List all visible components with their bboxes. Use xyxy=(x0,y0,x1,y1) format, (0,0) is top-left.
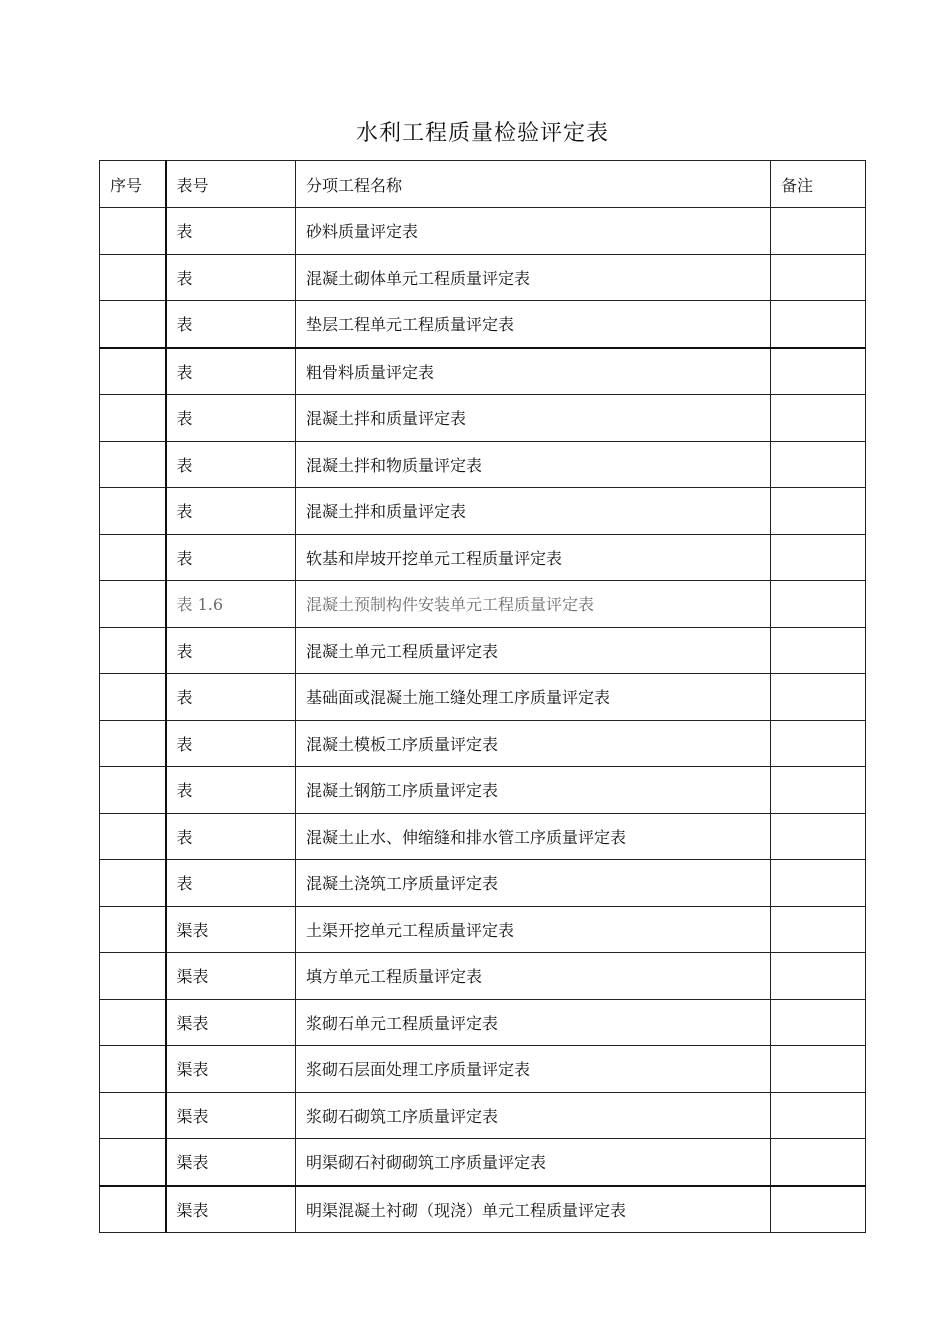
cell-seq xyxy=(100,999,166,1046)
cell-name: 填方单元工程质量评定表 xyxy=(296,953,771,1000)
cell-code: 表 xyxy=(166,488,296,535)
table-row xyxy=(100,301,866,348)
table-row xyxy=(100,720,866,767)
cell-note xyxy=(771,767,866,814)
cell-name: 混凝土拌和质量评定表 xyxy=(296,488,771,535)
cell-seq xyxy=(100,860,166,907)
cell-code: 表 xyxy=(166,534,296,581)
cell-note xyxy=(771,254,866,301)
cell-name: 砂料质量评定表 xyxy=(296,208,771,255)
table-row xyxy=(100,999,866,1046)
table-row xyxy=(100,953,866,1000)
cell-code: 渠表 xyxy=(166,1139,296,1186)
cell-name: 浆砌石单元工程质量评定表 xyxy=(296,999,771,1046)
cell-note xyxy=(771,1092,866,1139)
header-code: 表号 xyxy=(166,161,296,208)
table-row xyxy=(100,767,866,814)
cell-note xyxy=(771,906,866,953)
table-row xyxy=(100,534,866,581)
table-row xyxy=(100,441,866,488)
cell-note xyxy=(771,720,866,767)
cell-name: 基础面或混凝土施工缝处理工序质量评定表 xyxy=(296,674,771,721)
cell-code: 表 xyxy=(166,348,296,395)
cell-name: 浆砌石层面处理工序质量评定表 xyxy=(296,1046,771,1093)
table-header-row xyxy=(100,161,866,208)
cell-code: 表 xyxy=(166,860,296,907)
cell-note xyxy=(771,813,866,860)
table-row xyxy=(100,1186,866,1233)
cell-name: 混凝土模板工序质量评定表 xyxy=(296,720,771,767)
table-row xyxy=(100,813,866,860)
cell-seq xyxy=(100,720,166,767)
cell-seq xyxy=(100,1046,166,1093)
table-row xyxy=(100,581,866,628)
cell-seq xyxy=(100,674,166,721)
cell-name: 明渠砌石衬砌砌筑工序质量评定表 xyxy=(296,1139,771,1186)
cell-note xyxy=(771,581,866,628)
cell-seq xyxy=(100,395,166,442)
cell-name: 土渠开挖单元工程质量评定表 xyxy=(296,906,771,953)
cell-seq xyxy=(100,906,166,953)
evaluation-table xyxy=(99,160,866,1233)
cell-note xyxy=(771,208,866,255)
cell-name: 软基和岸坡开挖单元工程质量评定表 xyxy=(296,534,771,581)
cell-name: 混凝土浇筑工序质量评定表 xyxy=(296,860,771,907)
cell-note xyxy=(771,1186,866,1233)
cell-name: 粗骨料质量评定表 xyxy=(296,348,771,395)
cell-seq xyxy=(100,1186,166,1233)
header-name: 分项工程名称 xyxy=(296,161,771,208)
header-note: 备注 xyxy=(771,161,866,208)
cell-seq xyxy=(100,441,166,488)
table-row xyxy=(100,627,866,674)
cell-note xyxy=(771,1139,866,1186)
cell-name: 混凝土钢筋工序质量评定表 xyxy=(296,767,771,814)
cell-code: 渠表 xyxy=(166,1186,296,1233)
cell-name: 混凝土预制构件安装单元工程质量评定表 xyxy=(296,581,771,628)
cell-code: 表 xyxy=(166,395,296,442)
cell-name: 垫层工程单元工程质量评定表 xyxy=(296,301,771,348)
cell-code: 渠表 xyxy=(166,953,296,1000)
cell-code: 渠表 xyxy=(166,1046,296,1093)
table-row xyxy=(100,254,866,301)
cell-code: 表 xyxy=(166,767,296,814)
cell-seq xyxy=(100,953,166,1000)
cell-code: 表 xyxy=(166,720,296,767)
cell-code: 渠表 xyxy=(166,906,296,953)
table-row xyxy=(100,488,866,535)
cell-name: 混凝土单元工程质量评定表 xyxy=(296,627,771,674)
cell-note xyxy=(771,674,866,721)
cell-seq xyxy=(100,1139,166,1186)
table-row xyxy=(100,860,866,907)
table-row xyxy=(100,906,866,953)
cell-name: 混凝土止水、伸缩缝和排水管工序质量评定表 xyxy=(296,813,771,860)
cell-note xyxy=(771,301,866,348)
table-row xyxy=(100,1139,866,1186)
cell-code: 表 xyxy=(166,254,296,301)
cell-name: 混凝土砌体单元工程质量评定表 xyxy=(296,254,771,301)
cell-note xyxy=(771,953,866,1000)
cell-note xyxy=(771,1046,866,1093)
header-seq: 序号 xyxy=(100,161,166,208)
cell-note xyxy=(771,860,866,907)
cell-code: 表 xyxy=(166,208,296,255)
cell-seq xyxy=(100,254,166,301)
cell-seq xyxy=(100,301,166,348)
cell-seq xyxy=(100,767,166,814)
cell-note xyxy=(771,999,866,1046)
cell-note xyxy=(771,534,866,581)
cell-seq xyxy=(100,348,166,395)
table-row xyxy=(100,395,866,442)
cell-code: 表 xyxy=(166,441,296,488)
cell-seq xyxy=(100,813,166,860)
cell-note xyxy=(771,348,866,395)
cell-code: 表 xyxy=(166,627,296,674)
cell-code: 渠表 xyxy=(166,999,296,1046)
cell-name: 混凝土拌和质量评定表 xyxy=(296,395,771,442)
table-row xyxy=(100,1092,866,1139)
cell-seq xyxy=(100,627,166,674)
cell-name: 明渠混凝土衬砌（现浇）单元工程质量评定表 xyxy=(296,1186,771,1233)
cell-note xyxy=(771,627,866,674)
cell-name: 混凝土拌和物质量评定表 xyxy=(296,441,771,488)
cell-seq xyxy=(100,208,166,255)
table-row xyxy=(100,1046,866,1093)
cell-seq xyxy=(100,581,166,628)
table-row xyxy=(100,208,866,255)
page-title: 水利工程质量检验评定表 xyxy=(355,121,609,146)
cell-seq xyxy=(100,1092,166,1139)
cell-name: 浆砌石砌筑工序质量评定表 xyxy=(296,1092,771,1139)
cell-seq xyxy=(100,488,166,535)
cell-code: 表 xyxy=(166,813,296,860)
cell-note xyxy=(771,441,866,488)
cell-code: 表 xyxy=(166,301,296,348)
table-row xyxy=(100,674,866,721)
cell-code: 表 xyxy=(166,674,296,721)
cell-code: 表 1.6 xyxy=(166,581,296,628)
cell-code: 渠表 xyxy=(166,1092,296,1139)
cell-note xyxy=(771,488,866,535)
cell-note xyxy=(771,395,866,442)
table-row xyxy=(100,348,866,395)
cell-seq xyxy=(100,534,166,581)
